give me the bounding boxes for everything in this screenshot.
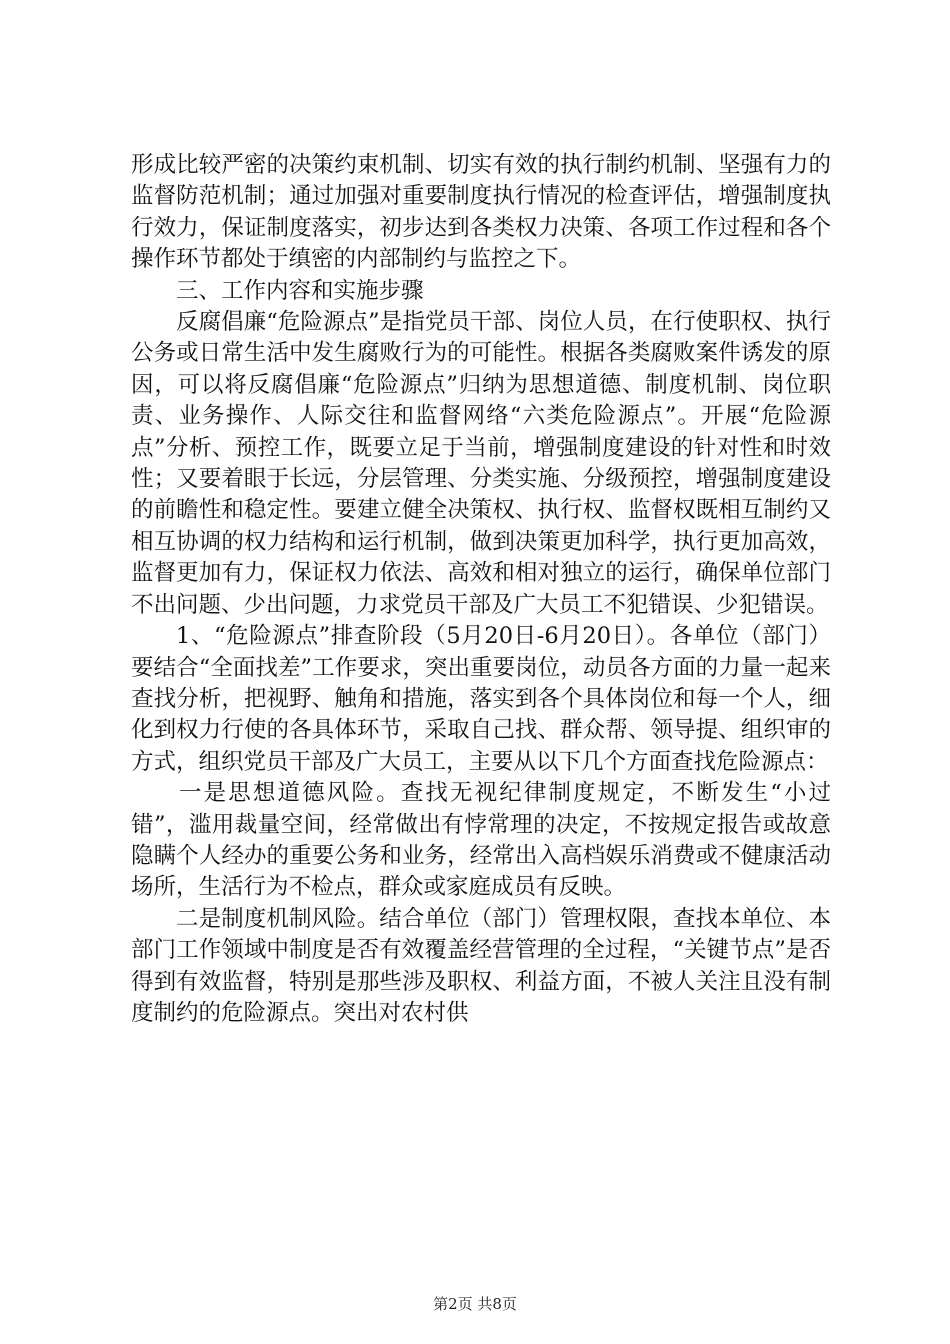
paragraph-4: 一是思想道德风险。查找无视纪律制度规定，不断发生“小过错”，滥用裁量空间，经常做出有悖常理的决定，不按规定报告或故意隐瞒个人经办的重要公务和业务，经常出入高档娱乐消费或不健康活动场所，生活行为不检点，群众或家庭成员有反映。: [131, 780, 831, 901]
paragraph-3: 1、“危险源点”排查阶段（5月20日-6月20日）。各单位（部门）要结合“全面找差”工作要求，突出重要岗位，动员各方面的力量一起来查找分析，把视野、触角和措施，落实到各个具体岗位和每一个人，细化到权力行使的各具体环节，采取自己找、群众帮、领导提、组织审的方式，组织党员干部及广大员工，主要从以下几个方面查找危险源点：: [131, 623, 831, 775]
document-body: [131, 150, 831, 1029]
paragraph-2: 反腐倡廉“危险源点”是指党员干部、岗位人员，在行使职权、执行公务或日常生活中发生腐败行为的可能性。根据各类腐败案件诱发的原因，可以将反腐倡廉“危险源点”归纳为思想道德、制度机制、岗位职责、业务操作、人际交往和监督网络“六类危险源点”。开展“危险源点”分析、预控工作，既要立足于当前，增强制度建设的针对性和时效性；又要着眼于长远，分层管理、分类实施、分级预控，增强制度建设的前瞻性和稳定性。要建立健全决策权、执行权、监督权既相互制约又相互协调的权力结构和运行机制，做到决策更加科学，执行更加高效，监督更加有力，保证权力依法、高效和相对独立的运行，确保单位部门不出问题、少出问题，力求党员干部及广大员工不犯错误、少犯错误。: [131, 309, 831, 618]
page-footer: 第2页 共8页: [433, 1295, 517, 1313]
paragraph-1: 形成比较严密的决策约束机制、切实有效的执行制约机制、坚强有力的监督防范机制；通过加强对重要制度执行情况的检查评估，增强制度执行效力，保证制度落实，初步达到各类权力决策、各项工作过程和各个操作环节都处于缜密的内部制约与监控之下。: [131, 152, 831, 273]
paragraph-5: 二是制度机制风险。结合单位（部门）管理权限，查找本单位、本部门工作领域中制度是否有效覆盖经营管理的全过程，“关键节点”是否得到有效监督，特别是那些涉及职权、利益方面，不被人关注且没有制度制约的危险源点。突出对农村供: [131, 905, 831, 1026]
section-heading: 三、工作内容和实施步骤: [176, 277, 424, 304]
